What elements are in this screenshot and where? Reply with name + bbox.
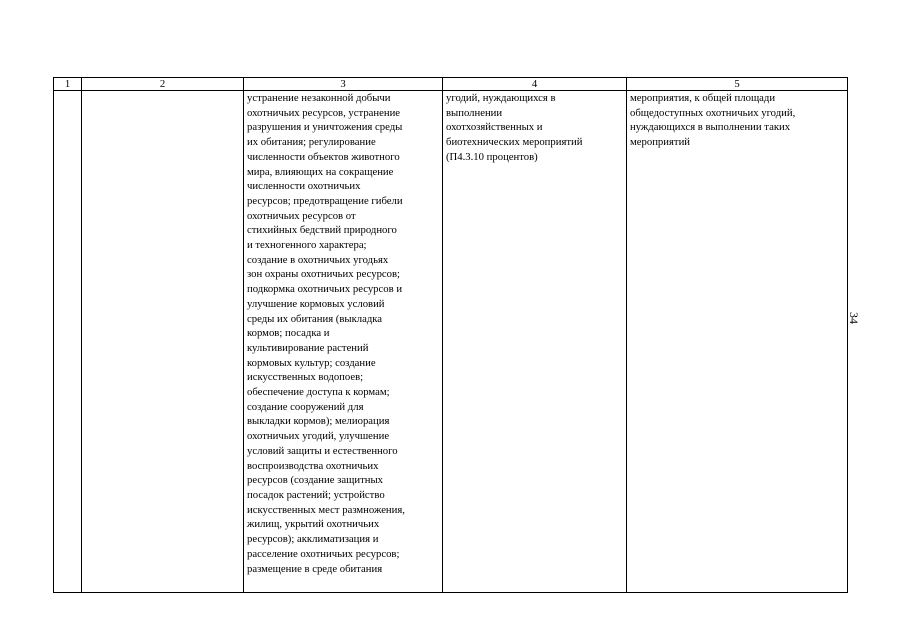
page-number: 34 bbox=[847, 312, 861, 324]
column-header-4: 4 bbox=[443, 78, 627, 91]
table-header-row bbox=[54, 78, 848, 91]
data-table bbox=[53, 77, 848, 593]
column-header-1: 1 bbox=[54, 78, 82, 91]
cell-col-1 bbox=[54, 91, 82, 593]
table-row bbox=[54, 91, 848, 593]
cell-indicator-calculation: мероприятия, к общей площади общедоступных охотничьих угодий, нуждающихся в выполнении таких мероприятий bbox=[627, 91, 848, 593]
cell-measures-description: устранение незаконной добычи охотничьих ресурсов, устранение разрушения и уничтожения среды их обитания; регулирование численности объектов животного мира, влияющих на сокращение численности охотничьих ресурсов; предотвращение гибели охотничьих ресурсов от стихийных бедствий природного и техногенного характера; создание в охотничьих угодьях зон охраны охотничьих ресурсов; подкормка охотничьих ресурсов и улучшение кормовых условий среды их обитания (выкладка кормов; посадка и культивирование растений кормовых культур; создание искусственных водопоев; обеспечение доступа к кормам; создание сооружений для выкладки кормов); мелиорация охотничьих угодий, улучшение условий защиты и естественного воспроизводства охотничьих ресурсов (создание защитных посадок растений; устройство искусственных мест размножения, жилищ, укрытий охотничьих ресурсов); акклиматизация и расселение охотничьих ресурсов; размещение в среде обитания bbox=[244, 91, 443, 593]
column-header-2: 2 bbox=[82, 78, 244, 91]
column-header-3: 3 bbox=[244, 78, 443, 91]
cell-col-2 bbox=[82, 91, 244, 593]
column-header-5: 5 bbox=[627, 78, 848, 91]
cell-indicator: угодий, нуждающихся в выполнении охотхозяйственных и биотехнических мероприятий (П4.3.10 процентов) bbox=[443, 91, 627, 593]
